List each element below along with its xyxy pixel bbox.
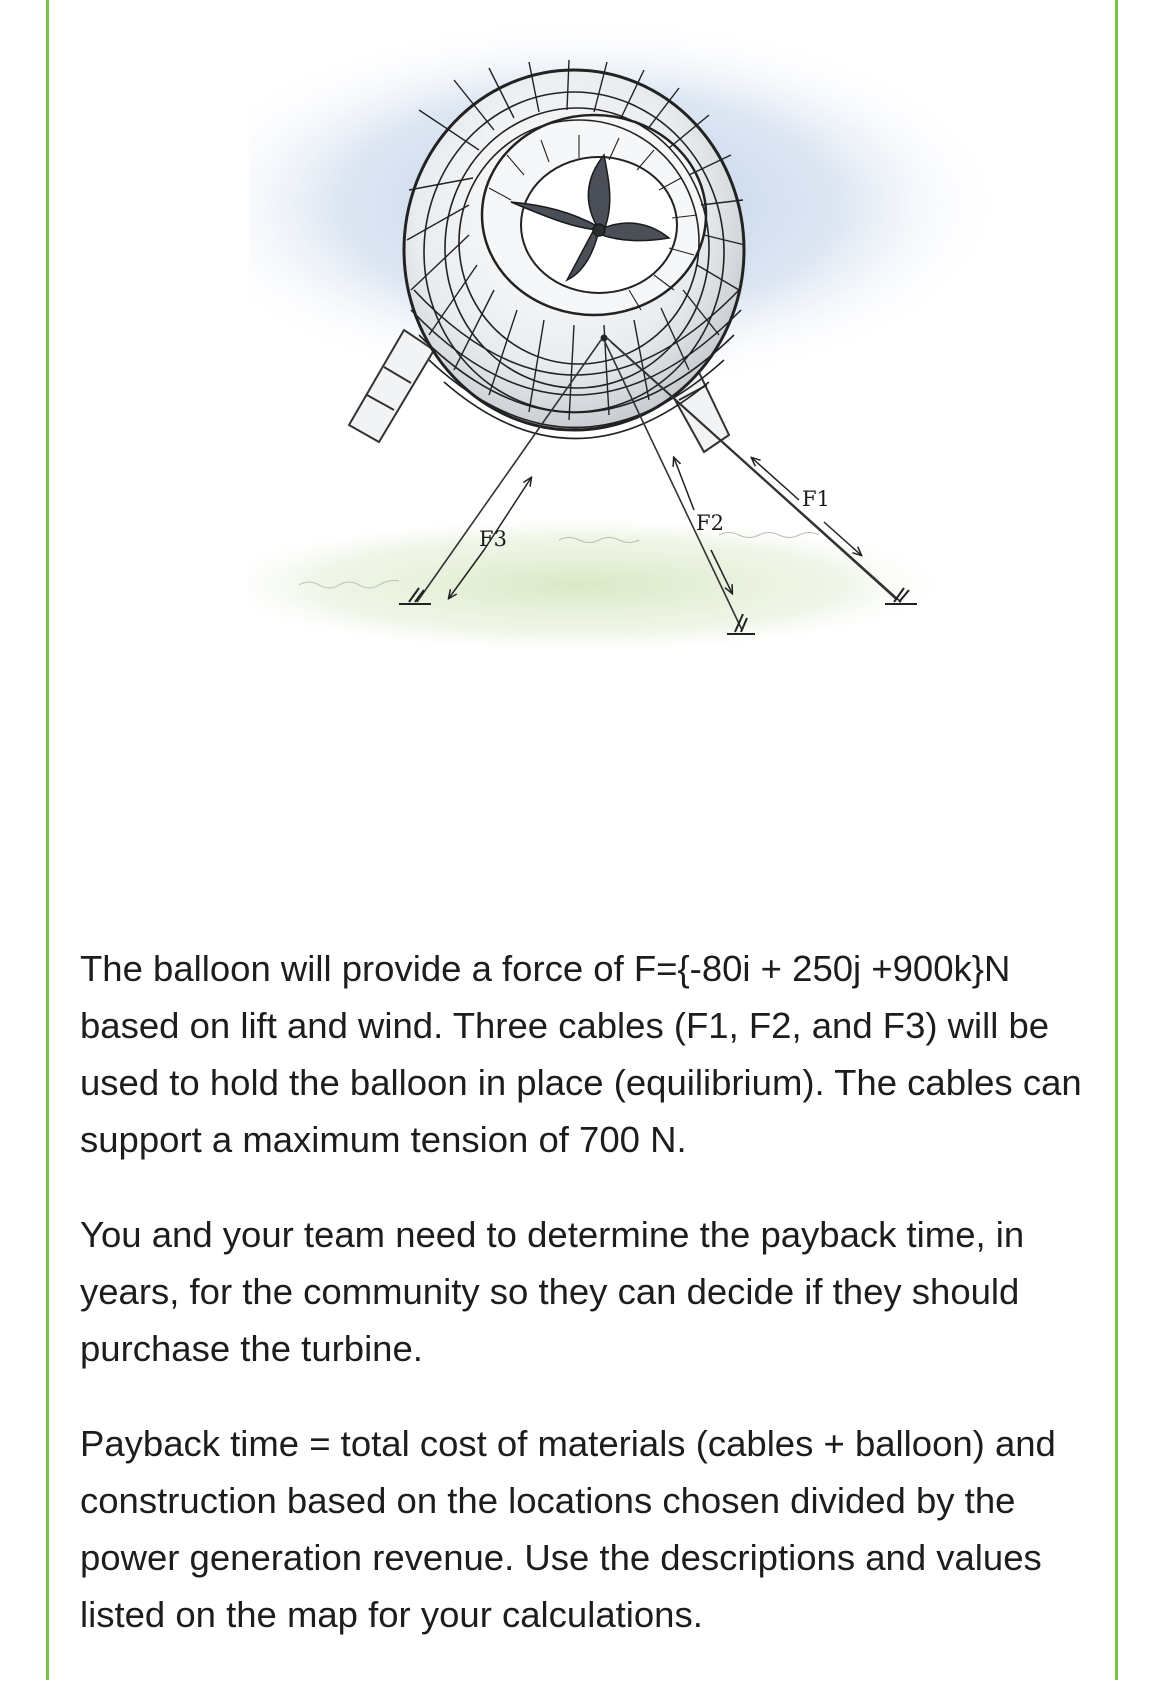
problem-text	[80, 940, 1100, 1681]
paragraph-payback-definition: Payback time = total cost of materials (cables + balloon) and construction based on the locations chosen divided by the power generation revenue. Use the descriptions and values listed on the map for your calculations.	[80, 1423, 1056, 1635]
arrow-f2-up	[674, 458, 694, 510]
paragraph-balloon-force: The balloon will provide a force of F={-80i + 250j +900k}N based on lift and wind. Three cables (F1, F2, and F3) will be used to hold the balloon in place (equilibrium). The cables can support a maximum tension of 700 N.	[80, 948, 1082, 1160]
balloon-diagram-svg	[249, 0, 1009, 710]
balloon-turbine-illustration	[249, 0, 1009, 710]
label-f2: F2	[696, 511, 724, 535]
arrow-f1-up	[752, 458, 799, 500]
label-f1: F1	[802, 487, 830, 511]
paragraph-payback-goal: You and your team need to determine the payback time, in years, for the community so they can decide if they should purchase the turbine.	[80, 1214, 1025, 1369]
label-f3: F3	[479, 527, 507, 551]
grass-ground	[249, 515, 959, 655]
